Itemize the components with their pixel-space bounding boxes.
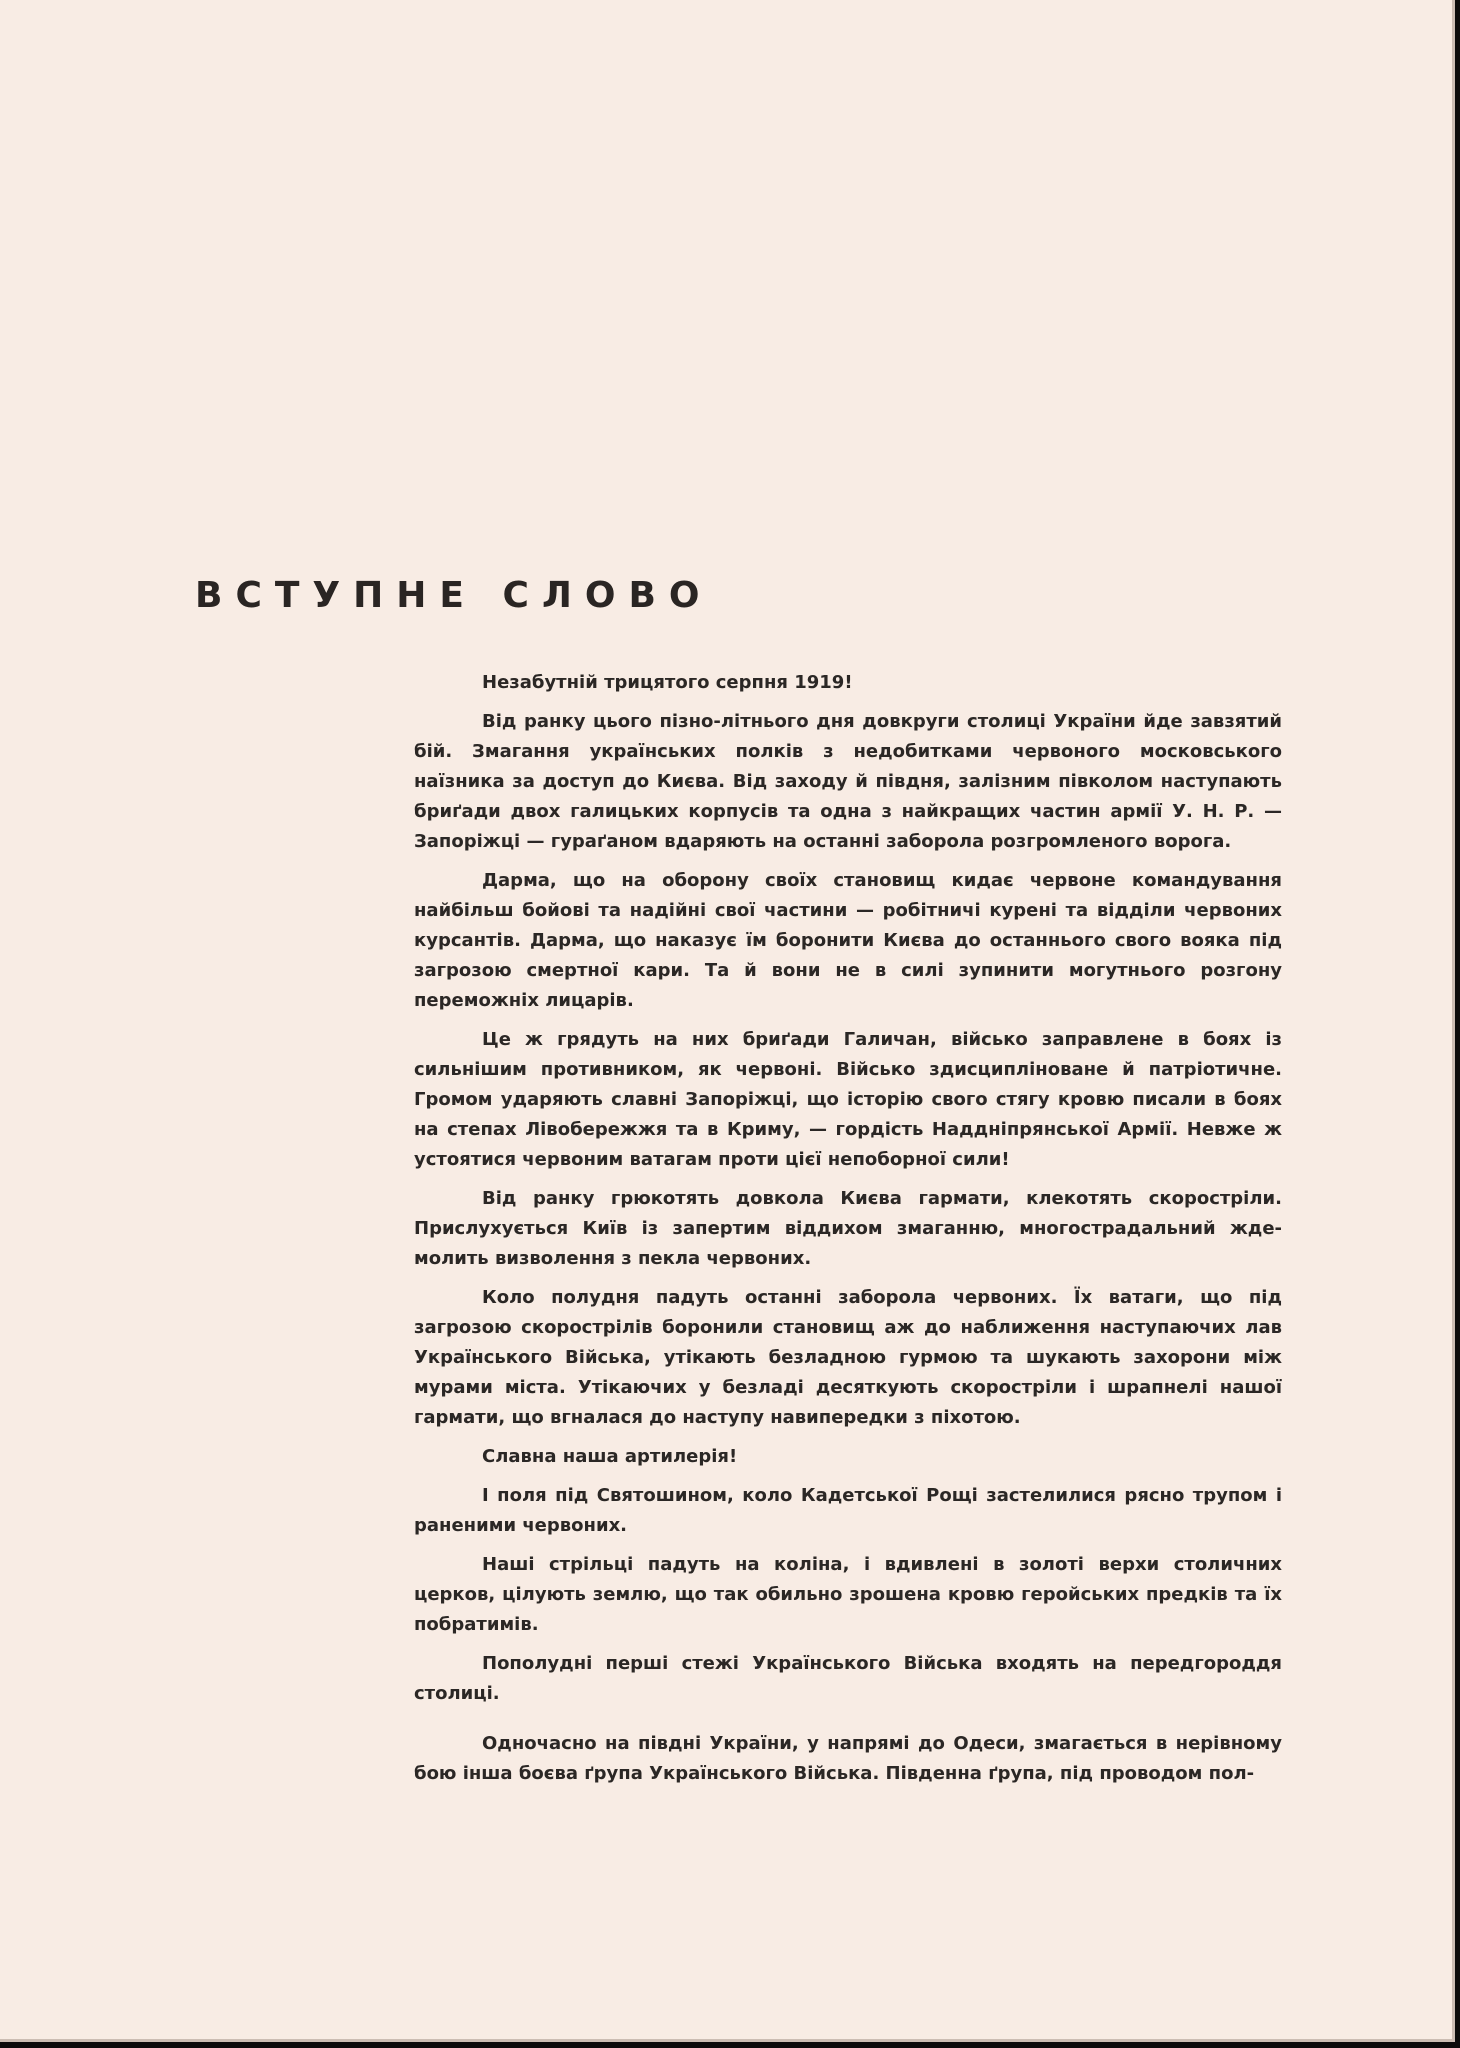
paragraph-opening: Незабутній трицятого серпня 1919! <box>482 672 853 693</box>
paragraph: Одночасно на півдні України, у напрямі до Одеси, змагається в нерівному бою інша боєва ґрупа Українського Війська. Південна ґрупа, під проводом пол- <box>414 1733 1282 1784</box>
paragraph: Дарма, що на оборону своїх становищ кидає червоне командування найбільш бойові та надійні свої частини — робітничі курені та відділи червоних курсантів. Дарма, що наказує їм боронити Києва до останнього свого вояка під загрозою смертної кари. Та й вони не в силі зупинити могутнього розгону переможніх лицарів. <box>414 870 1282 1011</box>
page-title: ВСТУПНЕ СЛОВО <box>195 575 713 616</box>
paragraph: Коло полудня падуть останні заборола червоних. Їх ватаги, що під загрозою скорострілів боронили становищ аж до наближення наступаючих лав Українського Війська, утікають безладною гурмою та шукають захорони між мурами міста. Утікаючих у безладі десяткують скоростріли і шрапнелі нашої гармати, що вгналася до наступу навипередки з піхотою. <box>414 1287 1282 1428</box>
paragraph: Пополудні перші стежі Українського Війська входять на передгороддя столиці. <box>414 1653 1282 1704</box>
paragraph: Від ранку цього пізно-літнього дня довкруги столиці України йде завзятий бій. Змагання українських полків з недобитками червоного московського наїзника за доступ до Києва. Від заходу й півдня, залізним півколом наступають бриґади двох галицьких корпусів та одна з найкращих частин армії У. Н. Р. — Запоріжці — гураґаном вдаряють на останні заборола розгромленого ворога. <box>414 711 1282 852</box>
paragraph: І поля під Святошином, коло Кадетської Рощі застелилися рясно трупом і раненими червоних. <box>414 1485 1282 1536</box>
paragraph: Наші стрільці падуть на коліна, і вдивлені в золоті верхи столичних церков, цілують землю, що так обильно зрошена кровю геройських предків та їх побратимів. <box>414 1554 1282 1635</box>
paragraph: Від ранку грюкотять довкола Києва гармати, клекотять скоростріли. Прислухується Київ із запертим віддихом змаганню, многострадальний жде-молить визволення з пекла червоних. <box>414 1188 1282 1269</box>
paragraph: Це ж грядуть на них бриґади Галичан, військо заправлене в боях із сильнішим противником, як червоні. Військо здисципліноване й патріотичне. Громом ударяють славні Запоріжці, що історію свого стягу кровю писали в боях на степах Лівобережжя та в Криму, — гордість Наддніпрянської Армії. Невже ж устоятися червоним ватагам проти цієї непоборної сили! <box>414 1029 1282 1170</box>
body-text <box>414 668 1282 1798</box>
paragraph: Славна наша артилерія! <box>482 1446 738 1467</box>
